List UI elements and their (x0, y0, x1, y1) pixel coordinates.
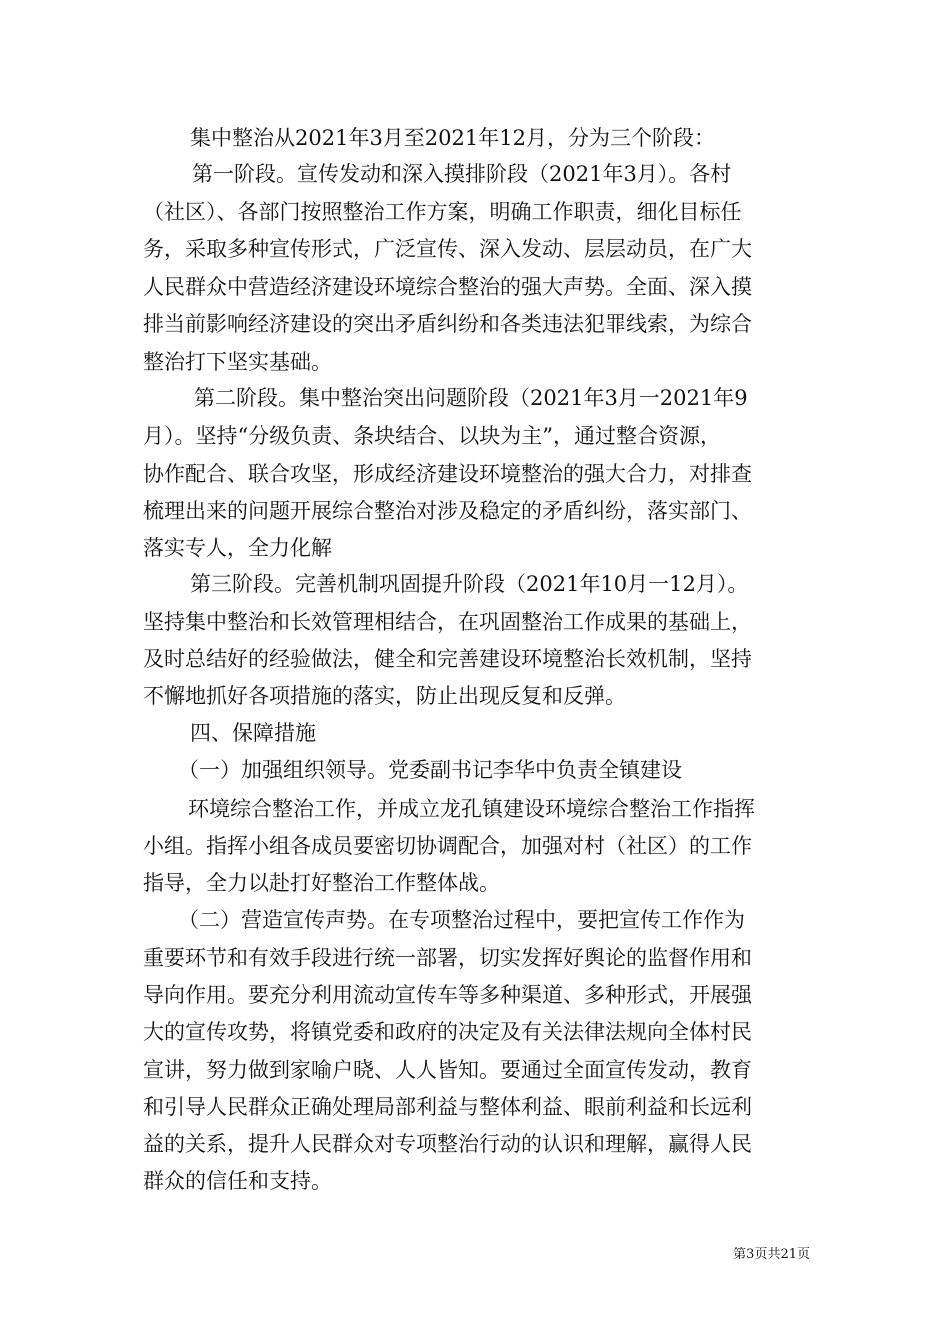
text-line: 小组。指挥小组各成员要密切协调配合，加强对村（社区）的工作 (143, 834, 752, 858)
text-line: 益的关系，提升人民群众对专项整治行动的认识和理解，赢得人民 (143, 1132, 752, 1156)
text-line: 不懈地抓好各项措施的落实，防止出现反复和反弹。 (143, 684, 626, 708)
text-line: 大的宣传攻势，将镇党委和政府的决定及有关法律法规向全体村民 (143, 1020, 752, 1044)
text-line: 务，采取多种宣传形式，广泛宣传、深入发动、层层动员，在广大 (143, 237, 752, 261)
text-line: 宣讲，努力做到家喻户晓、人人皆知。要通过全面宣传发动，教育 (143, 1058, 752, 1082)
text-line: 第一阶段。宣传发动和深入摸排阶段（2021年3月）。各村 (192, 162, 732, 186)
text-line: 第三阶段。完善机制巩固提升阶段（2021年10月一12月）。 (190, 572, 749, 596)
text-line: 坚持集中整治和长效管理相结合，在巩固整治工作成果的基础上， (143, 610, 752, 634)
text-line: （社区）、各部门按照整治工作方案，明确工作职责，细化目标任 (143, 200, 742, 224)
text-line: 梳理出来的问题开展综合整治对涉及稳定的矛盾纠纷，落实部门、 (143, 499, 752, 523)
text-line: 协作配合、联合攻坚，形成经济建设环境整治的强大合力，对排查 (143, 462, 752, 486)
page-number: 第3页共21页 (733, 1247, 810, 1262)
text-line: 排当前影响经济建设的突出矛盾纠纷和各类违法犯罪线索，为综合 (143, 312, 752, 336)
text-line: 月）。坚持“分级负责、条块结合、以块为主”，通过整合资源， (143, 424, 721, 448)
section-heading: 四、保障措施 (190, 721, 316, 745)
text-line: 整治打下坚实基础。 (143, 350, 332, 374)
text-line: 及时总结好的经验做法，健全和完善建设环境整治长效机制，坚持 (143, 647, 752, 671)
text-line: 第二阶段。集中整治突出问题阶段（2021年3月一2021年9 (194, 386, 748, 410)
text-line: 落实专人，全力化解 (143, 536, 332, 560)
text-line: 群众的信任和支持。 (143, 1169, 332, 1193)
text-line: 指导，全力以赴打好整治工作整体战。 (143, 871, 500, 895)
text-line: 环境综合整治工作，并成立龙孔镇建设环境综合整治工作指挥 (188, 797, 755, 821)
text-line: 导向作用。要充分利用流动宣传车等多种渠道、多种形式，开展强 (143, 983, 752, 1007)
text-line: （一）加强组织领导。党委副书记李华中负责全镇建设 (178, 758, 682, 782)
text-line: 人民群众中营造经济建设环境综合整治的强大声势。全面、深入摸 (143, 275, 752, 299)
text-line: （二）营造宣传声势。在专项整治过程中，要把宣传工作作为 (178, 908, 745, 932)
text-line: 和引导人民群众正确处理局部利益与整体利益、眼前利益和长远利 (143, 1095, 752, 1119)
text-line: 重要环节和有效手段进行统一部署，切实发挥好舆论的监督作用和 (143, 946, 752, 970)
text-line: 集中整治从2021年3月至2021年12月，分为三个阶段： (190, 126, 715, 150)
